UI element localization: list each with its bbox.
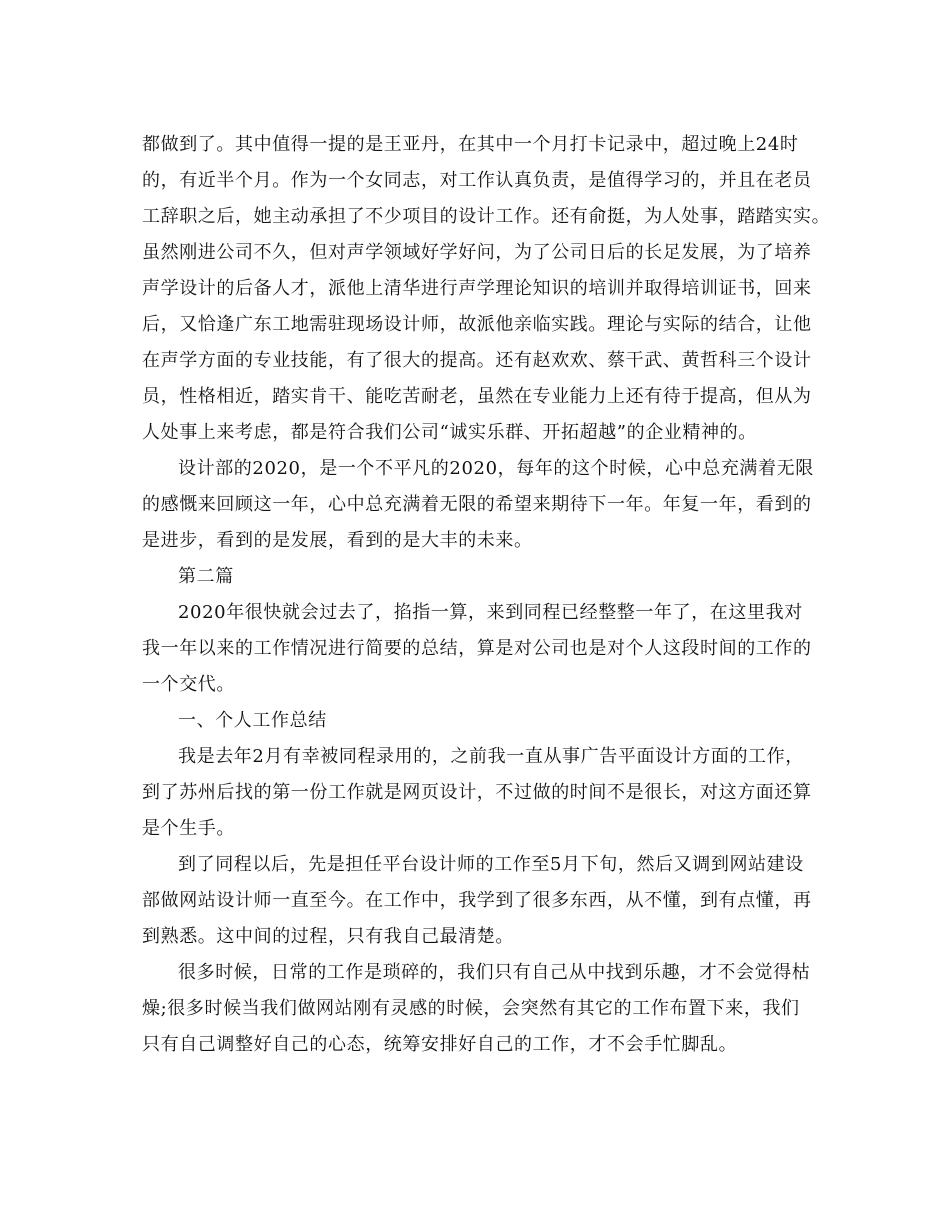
text-line: 我一年以来的工作情况进行简要的总结，算是对公司也是对个人这段时间的工作的: [142, 638, 812, 659]
text-line: 声学设计的后备人才，派他上清华进行声学理论知识的培训并取得培训证书，回来: [142, 278, 812, 299]
text-line: 人处事上来考虑，都是符合我们公司“诚实乐群、开拓超越”的企业精神的。: [142, 422, 757, 443]
section-heading: 第二篇: [178, 566, 234, 587]
text-line: 是进步，看到的是发展，看到的是大丰的未来。: [142, 530, 533, 551]
text-line: 燥;很多时候当我们做网站刚有灵感的时候，会突然有其它的工作布置下来，我们: [142, 998, 800, 1019]
text-line: 的，有近半个月。作为一个女同志，对工作认真负责，是值得学习的，并且在老员: [142, 170, 812, 191]
paragraph-first-line: 很多时候，日常的工作是琐碎的，我们只有自己从中找到乐趣，才不会觉得枯: [178, 962, 811, 983]
paragraph-first-line: 到了同程以后，先是担任平台设计师的工作至5月下旬，然后又调到网站建设: [178, 854, 804, 875]
text-line: 到熟悉。这中间的过程，只有我自己最清楚。: [142, 926, 514, 947]
paragraph-first-line: 2020年很快就会过去了，掐指一算，来到同程已经整整一年了，在这里我对: [178, 602, 803, 623]
paragraph-first-line: 设计部的2020，是一个不平凡的2020，每年的这个时候，心中总充满着无限: [178, 458, 814, 479]
text-line: 工辞职之后，她主动承担了不少项目的设计工作。还有俞挺，为人处事，踏踏实实。: [142, 206, 831, 227]
text-line: 员，性格相近，踏实肯干、能吃苦耐老，虽然在专业能力上还有待于提高，但从为: [142, 386, 812, 407]
text-line: 都做到了。其中值得一提的是王亚丹，在其中一个月打卡记录中，超过晚上24时: [142, 134, 799, 155]
text-line: 到了苏州后找的第一份工作就是网页设计，不过做的时间不是很长，对这方面还算: [142, 782, 812, 803]
paragraph-first-line: 我是去年2月有幸被同程录用的，之前我一直从事广告平面设计方面的工作，: [178, 746, 804, 767]
text-line: 在声学方面的专业技能，有了很大的提高。还有赵欢欢、蔡干武、黄哲科三个设计: [142, 350, 812, 371]
text-line: 部做网站设计师一直至今。在工作中，我学到了很多东西，从不懂，到有点懂，再: [142, 890, 812, 911]
text-line: 的感慨来回顾这一年，心中总充满着无限的希望来期待下一年。年复一年，看到的: [142, 494, 812, 515]
text-line: 是个生手。: [142, 818, 235, 839]
subsection-heading: 一、个人工作总结: [178, 710, 327, 731]
text-line: 虽然刚进公司不久，但对声学领域好学好问，为了公司日后的长足发展，为了培养: [142, 242, 812, 263]
text-line: 只有自己调整好自己的心态，统筹安排好自己的工作，才不会手忙脚乱。: [142, 1034, 738, 1055]
text-line: 后，又恰逢广东工地需驻现场设计师，故派他亲临实践。理论与实际的结合，让他: [142, 314, 812, 335]
text-line: 一个交代。: [142, 674, 235, 695]
